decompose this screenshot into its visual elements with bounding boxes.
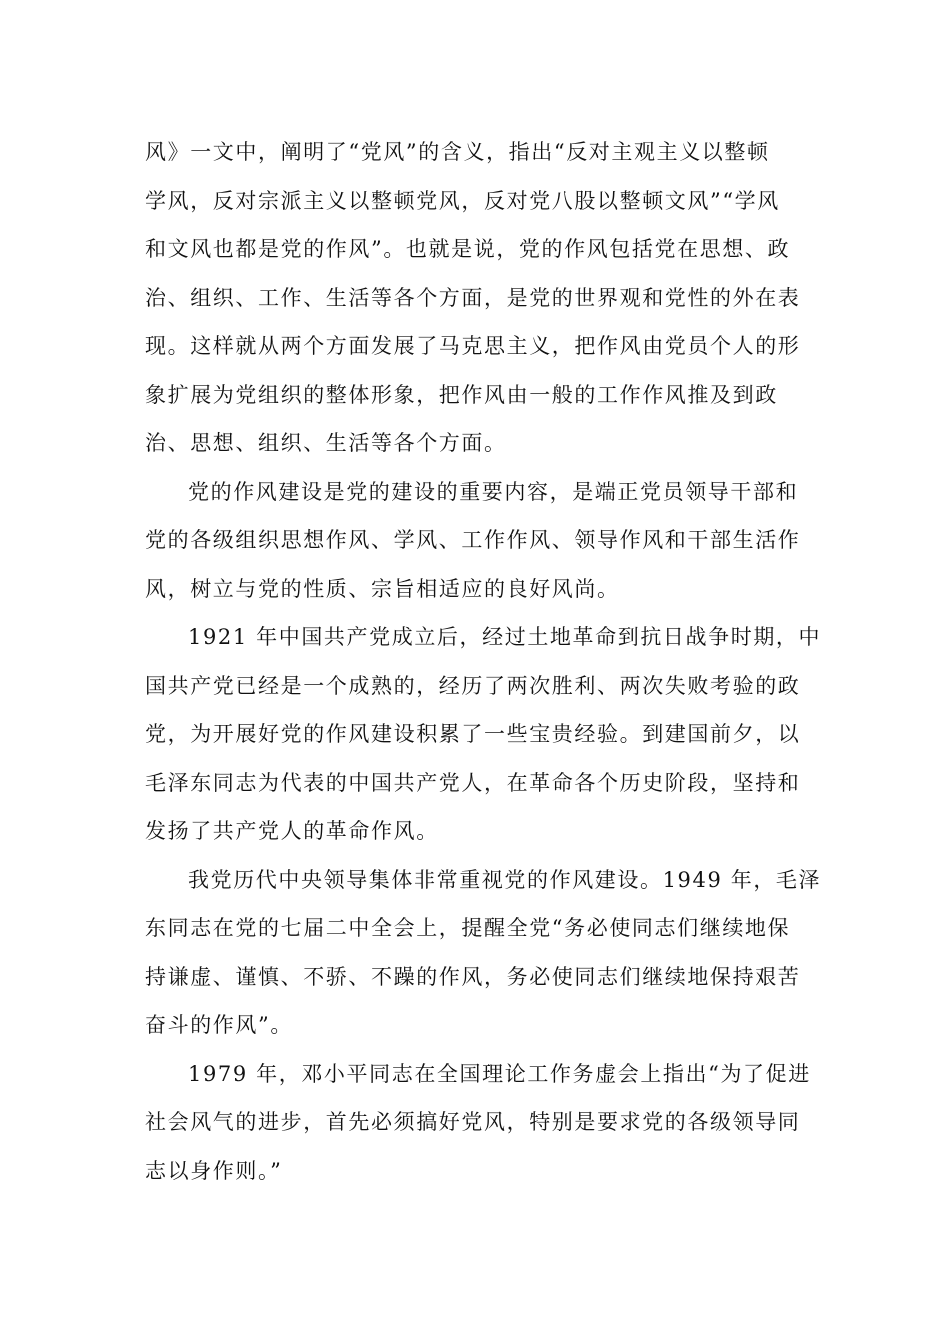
paragraph-line: 党的作风建设是党的建设的重要内容，是端正党员领导干部和 [188,479,799,504]
paragraph-line: 志以身作则。” [145,1158,283,1183]
paragraph-line: 国共产党已经是一个成熟的，经历了两次胜利、两次失败考验的政 [145,673,801,698]
paragraph-line: 现。这样就从两个方面发展了马克思主义，把作风由党员个人的形 [145,334,801,358]
paragraph-line: 1921 年中国共产党成立后，经过土地革命到抗日战争时期，中 [188,625,822,649]
paragraph-line: 奋斗的作风”。 [145,1013,293,1037]
paragraph-line: 象扩展为党组织的整体形象，把作风由一般的工作作风推及到政 [145,382,778,407]
paragraph-line: 治、组织、工作、生活等各个方面，是党的世界观和党性的外在表 [145,285,801,310]
paragraph-line: 持谦虚、谨慎、不骄、不躁的作风，务必使同志们继续地保持艰苦 [145,964,801,989]
paragraph-line: 风》一文中，阐明了“党风”的含义，指出“反对主观主义以整顿 [145,140,770,164]
paragraph-line: 风，树立与党的性质、宗旨相适应的良好风尚。 [145,576,620,601]
paragraph-line: 和文风也都是党的作风”。也就是说，党的作风包括党在思想、政 [145,237,791,261]
document-body [145,128,822,1195]
paragraph-line: 发扬了共产党人的革命作风。 [145,819,439,843]
paragraph-line: 毛泽东同志为代表的中国共产党人，在革命各个历史阶段，坚持和 [145,770,801,795]
paragraph-line: 东同志在党的七届二中全会上，提醒全党“务必使同志们继续地保 [145,916,791,940]
paragraph-line: 学风，反对宗派主义以整顿党风，反对党八股以整顿文风”“学风 [145,188,780,213]
paragraph-line: 党的各级组织思想作风、学风、工作作风、领导作风和干部生活作 [145,528,801,552]
paragraph-line: 党，为开展好党的作风建设积累了一些宝贵经验。到建国前夕，以 [145,722,801,746]
paragraph-line: 治、思想、组织、生活等各个方面。 [145,431,507,455]
paragraph-line: 我党历代中央领导集体非常重视党的作风建设。1949 年，毛泽 [188,867,822,892]
paragraph-line: 社会风气的进步，首先必须搞好党风，特别是要求党的各级领导同 [145,1110,801,1134]
paragraph-line: 1979 年，邓小平同志在全国理论工作务虚会上指出“为了促进 [188,1061,811,1086]
